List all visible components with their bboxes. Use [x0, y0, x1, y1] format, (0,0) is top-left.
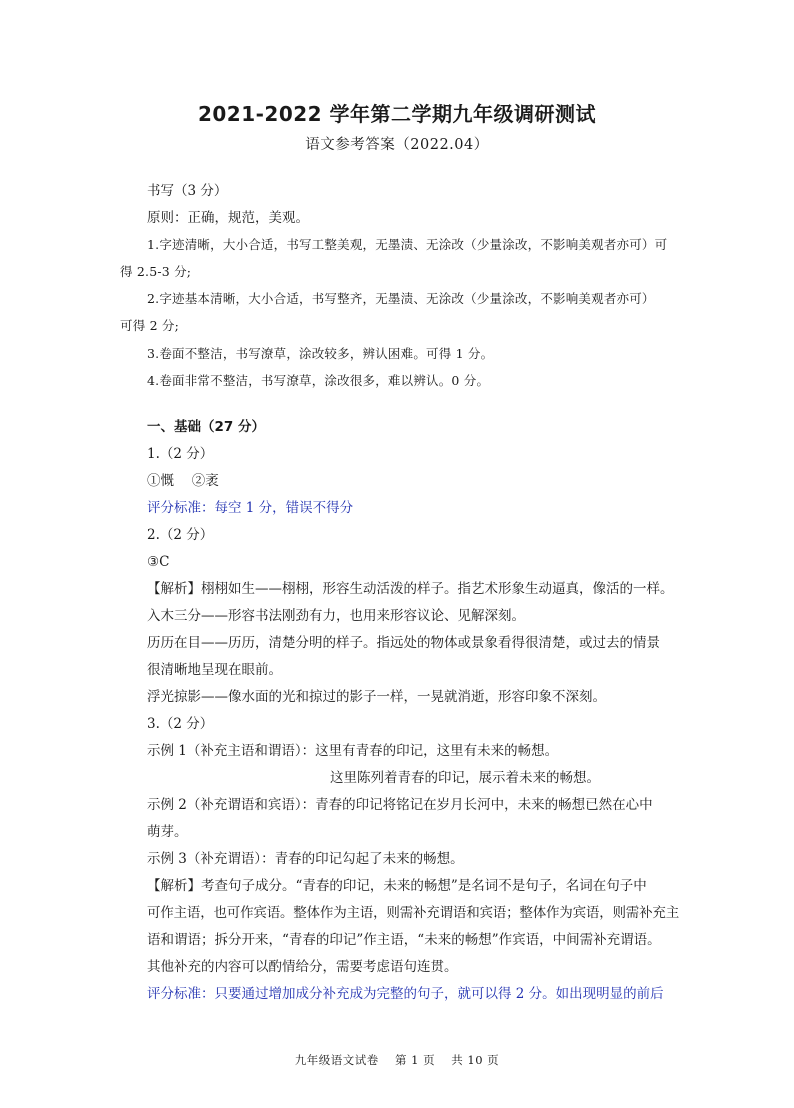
- q2-analysis-3: 历历在目——历历，清楚分明的样子。指远处的物体或景象看得很清楚，或过去的情景: [147, 635, 660, 651]
- q3-example-1b: 这里陈列着青春的印记，展示着未来的畅想。: [330, 770, 600, 786]
- q2-analysis-4: 浮光掠影——像水面的光和掠过的影子一样，一晃就消逝，形容印象不深刻。: [147, 689, 606, 705]
- writing-item-1: 1.字迹清晰，大小合适，书写工整美观，无墨渍、无涂改（少量涂改，不影响美观者亦可）可: [147, 237, 668, 252]
- q2-answer: ③C: [147, 554, 170, 570]
- writing-item-3: 3.卷面不整洁，书写潦草，涂改较多，辨认困难。可得 1 分。: [147, 346, 494, 361]
- q3-example-1: 示例 1（补充主语和谓语）：这里有青春的印记，这里有未来的畅想。: [147, 743, 559, 759]
- q3-example-3: 示例 3（补充谓语）：青春的印记勾起了未来的畅想。: [147, 851, 464, 867]
- q3-analysis-4: 其他补充的内容可以酌情给分，需要考虑语句连贯。: [147, 959, 458, 975]
- q3-criteria: 评分标准：只要通过增加成分补充成为完整的句子，就可以得 2 分。如出现明显的前后: [147, 986, 664, 1002]
- q1-label: 1.（2 分）: [147, 446, 214, 462]
- q3-example-2: 示例 2（补充谓语和宾语）：青春的印记将铭记在岁月长河中，未来的畅想已然在心中: [147, 797, 653, 813]
- q1-criteria: 评分标准：每空 1 分，错误不得分: [147, 500, 354, 516]
- q2-analysis-3-cont: 很清晰地呈现在眼前。: [147, 662, 282, 678]
- page-subtitle: 语文参考答案（2022.04）: [305, 137, 489, 153]
- writing-principle: 原则：正确，规范，美观。: [147, 210, 309, 226]
- q2-label: 2.（2 分）: [147, 527, 214, 543]
- q1-answer: ①慨 ②袤: [147, 473, 219, 489]
- page-title: 2021-2022 学年第二学期九年级调研测试: [197, 102, 597, 126]
- q3-example-2-cont: 萌芽。: [147, 824, 188, 840]
- q3-analysis-2: 可作主语，也可作宾语。整体作为主语，则需补充谓语和宾语；整体作为宾语，则需补充主: [147, 905, 679, 921]
- q3-analysis-3: 语和谓语；拆分开来，“青春的印记”作主语，“未来的畅想”作宾语，中间需补充谓语。: [147, 932, 661, 948]
- writing-item-2: 2.字迹基本清晰，大小合适，书写整齐，无墨渍、无涂改（少量涂改，不影响美观者亦可）: [147, 291, 655, 306]
- q2-analysis-2: 入木三分——形容书法刚劲有力，也用来形容议论、见解深刻。: [147, 608, 525, 624]
- writing-item-4: 4.卷面非常不整洁，书写潦草，涂改很多，难以辨认。0 分。: [147, 373, 490, 388]
- q3-analysis-1: 【解析】考查句子成分。“青春的印记，未来的畅想”是名词不是句子，名词在句子中: [147, 878, 647, 894]
- writing-item-2-cont: 可得 2 分;: [120, 318, 180, 333]
- writing-heading: 书写（3 分）: [147, 183, 228, 199]
- writing-item-1-cont: 得 2.5-3 分;: [120, 264, 192, 279]
- section1-heading: 一、基础（27 分）: [147, 419, 265, 435]
- page-footer: 九年级语文试卷 第 1 页 共 10 页: [294, 1053, 500, 1067]
- q2-analysis-1: 【解析】栩栩如生——栩栩，形容生动活泼的样子。指艺术形象生动逼真，像活的一样。: [147, 581, 674, 597]
- q3-label: 3.（2 分）: [147, 716, 214, 732]
